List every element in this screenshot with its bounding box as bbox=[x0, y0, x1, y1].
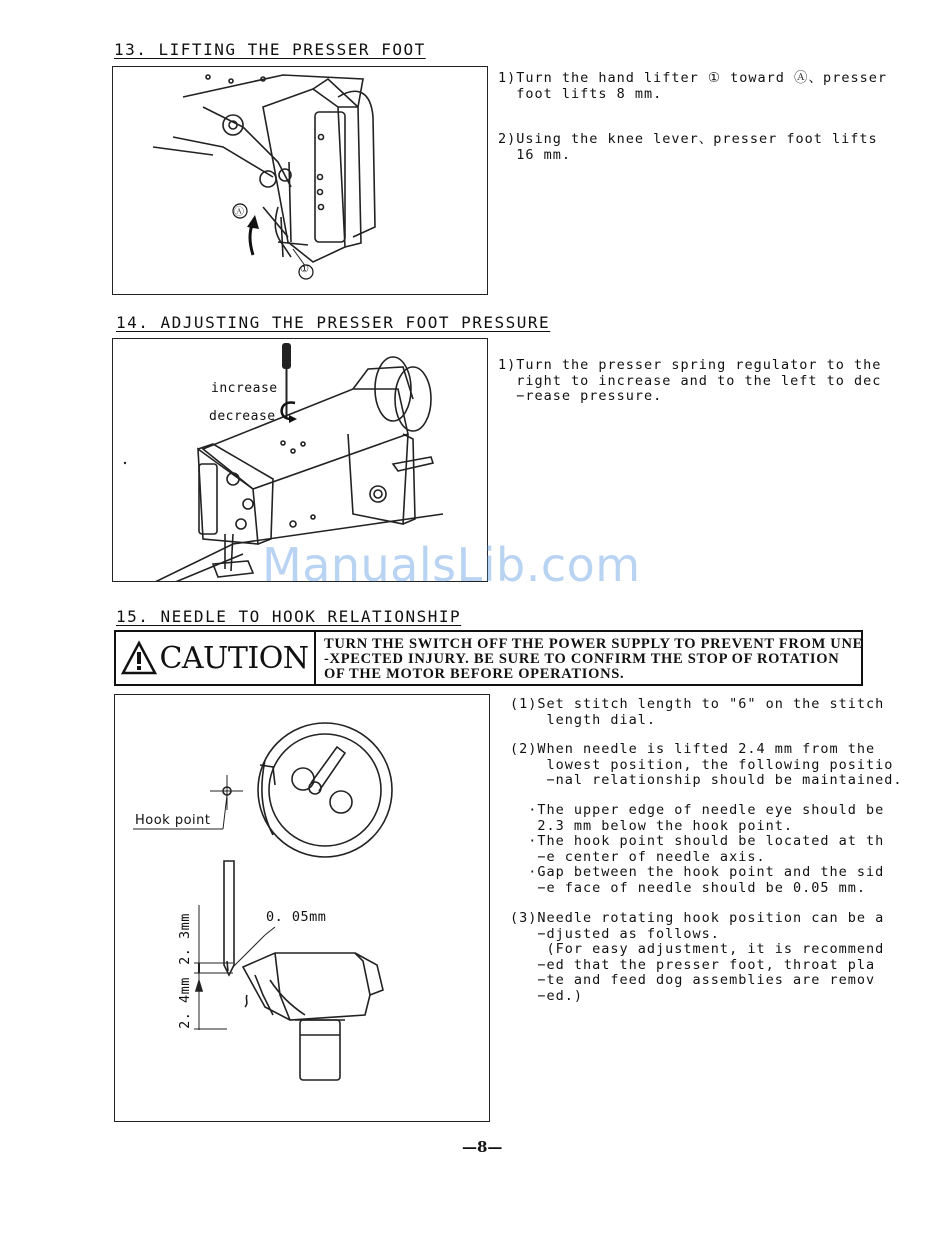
sewing-head-drawing bbox=[113, 67, 488, 295]
s15-step-2: (2)When needle is lifted 2.4 mm from the lowest position, the following positio −nal relationship should be maintained. bbox=[510, 741, 903, 788]
figure-needle-hook bbox=[114, 694, 490, 1122]
label-decrease: decrease bbox=[209, 409, 276, 424]
section-13-heading: 13. LIFTING THE PRESSER FOOT bbox=[114, 40, 426, 59]
s13-step-1: 1)Turn the hand lifter ① toward Ⓐ、presser foot lifts 8 mm. bbox=[498, 70, 887, 102]
s14-step-1: 1)Turn the presser spring regulator to the right to increase and to the left to dec −rease pressure. bbox=[498, 357, 882, 404]
label-gap: 0. 05mm bbox=[266, 909, 327, 925]
figure-label-a: Ⓐ bbox=[234, 207, 245, 218]
label-dim-lower: 2. 4mm bbox=[177, 977, 193, 1029]
watermark: ManualsLib.com bbox=[262, 538, 641, 592]
label-hook-point: Hook point bbox=[135, 813, 211, 828]
warning-triangle-icon bbox=[121, 640, 157, 676]
figure-label-1: ① bbox=[300, 264, 310, 275]
caution-word: CAUTION bbox=[159, 640, 309, 676]
label-dim-upper: 2. 3mm bbox=[177, 913, 193, 965]
caution-text: TURN THE SWITCH OFF THE POWER SUPPLY TO PREVENT FROM UNE -XPECTED INJURY. BE SURE TO CONFIRM THE STOP OF ROTATION OF THE MOTOR BEFORE OPERATIONS. bbox=[324, 636, 863, 682]
s15-step-2-details: ·The upper edge of needle eye should be 2.3 mm below the hook point. ·The hook point should be located at th −e center of needle axis. ·Gap between the hook point and the sid −e face of needle should be 0.05 mm. bbox=[528, 802, 885, 896]
figure-hand-lifter bbox=[112, 66, 488, 295]
page-number: —8— bbox=[462, 1138, 503, 1156]
caution-box bbox=[114, 630, 863, 686]
label-increase: increase bbox=[211, 381, 278, 396]
section-14-heading: 14. ADJUSTING THE PRESSER FOOT PRESSURE bbox=[116, 313, 551, 332]
s15-step-1: (1)Set stitch length to "6" on the stitch length dial. bbox=[510, 696, 885, 728]
section-15-heading: 15. NEEDLE TO HOOK RELATIONSHIP bbox=[116, 607, 462, 626]
s15-step-3: (3)Needle rotating hook position can be a −djusted as follows. (For easy adjustment, it is recommend −ed that the presser foot, throat pla −te and feed dog assemblies are remov −ed.) bbox=[510, 910, 885, 1004]
s13-step-2: 2)Using the knee lever、presser foot lifts 16 mm. bbox=[498, 131, 878, 163]
caution-label bbox=[116, 632, 316, 684]
